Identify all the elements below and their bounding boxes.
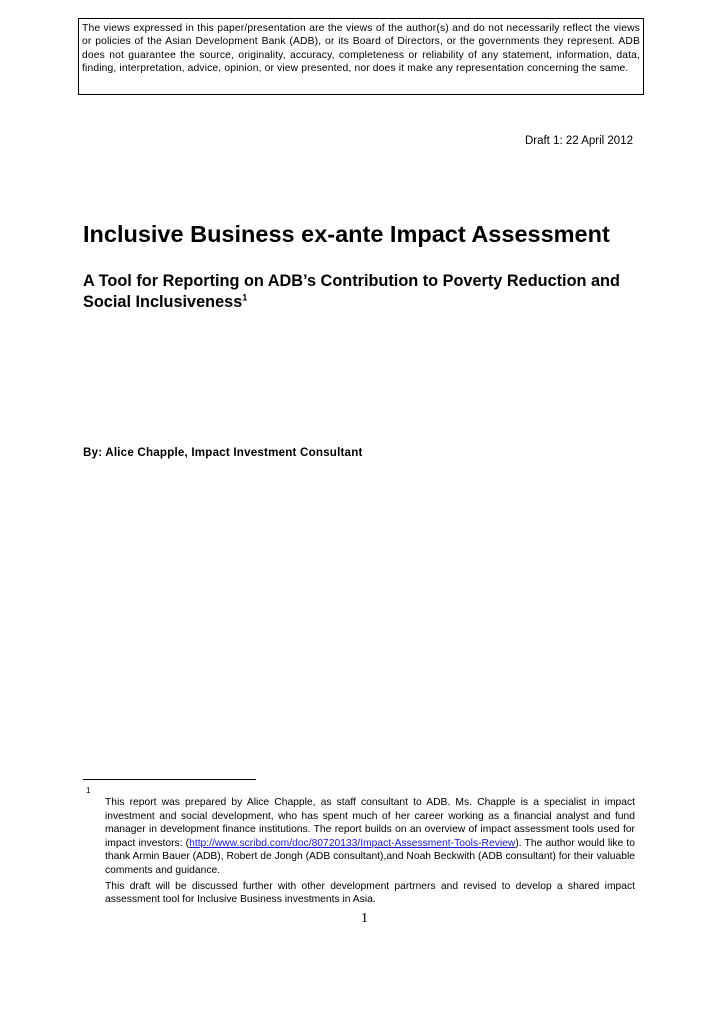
page-number: 1 — [361, 911, 368, 926]
footnote-text-before-link: This report was prepared by Alice Chapple, as staff consultant to ADB. Ms. Chapple is a specialist in impact investment and social development, who has spent much of her career working as a financial analyst and fund manager in development finance institutions. The report builds on an overview of impact assessment tools used for impact investors: ( — [105, 797, 635, 849]
disclaimer-text: The views expressed in this paper/presentation are the views of the author(s) and do not necessarily reflect the views or policies of the Asian Development Bank (ADB), or its Board of Directors, or the governments they represent. ADB does not guarantee the source, originality, accuracy, completeness or reliability of any statement, information, data, finding, interpretation, advice, opinion, or view presented, nor does it make any representation concerning the same. — [82, 23, 640, 75]
subtitle-text: A Tool for Reporting on ADB’s Contribution to Poverty Reduction and Social Inclusiveness — [83, 272, 620, 311]
disclaimer-box — [78, 18, 644, 95]
footnote-separator — [83, 779, 256, 780]
footnote-link[interactable]: http://www.scribd.com/doc/80720133/Impact-Assessment-Tools-Review — [189, 837, 516, 849]
footnote-paragraph-2: This draft will be discussed further with other development partrners and revised to develop a shared impact assessment tool for Inclusive Business investments in Asia. — [105, 880, 635, 906]
document-title: Inclusive Business ex-ante Impact Assessment — [83, 221, 610, 247]
footnote-text-after-link: ). The author would like to thank Armin Bauer (ADB), Robert de Jongh (ADB consultant),and Noah Beckwith (ADB consultant) for their valuable comments and guidance. — [105, 837, 635, 876]
footnote-reference[interactable]: 1 — [242, 292, 248, 303]
footnote-paragraph — [105, 796, 635, 878]
draft-date: Draft 1: 22 April 2012 — [524, 135, 633, 147]
footnote-body — [105, 796, 635, 909]
document-subtitle — [83, 271, 653, 312]
author-byline: By: Alice Chapple, Impact Investment Consultant — [83, 446, 363, 459]
footnote-marker: 1 — [86, 786, 91, 795]
